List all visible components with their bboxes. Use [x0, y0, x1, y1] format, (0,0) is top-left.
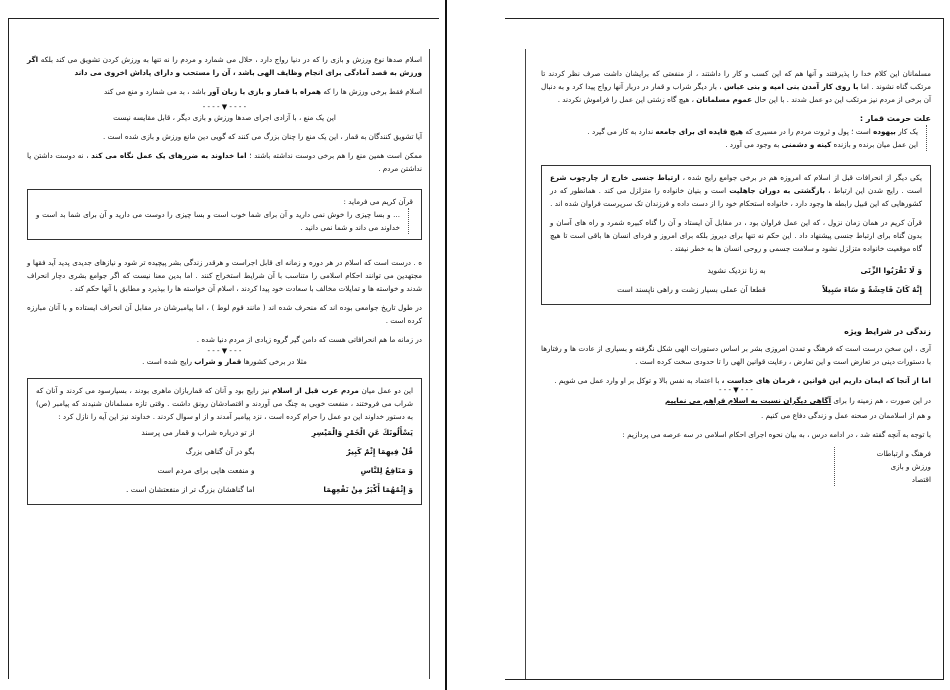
left-page-content [27, 53, 422, 511]
reason-item: یک کار بیهوده است ؛ پول و ثروت مردم را در مسیری که هیچ فایده ای برای جامعه ندارد به کار می گیرد . [587, 127, 918, 136]
list-item: اقتصاد [911, 475, 931, 484]
verse-row: قُلْ فِيهِمَا إِثْمٌ كَبِيرٌ بگو در آن گناهی بزرگ [185, 447, 413, 456]
verse-row: وَ مَنَافِعُ لِلنَّاسِ و منفعت هایی برای مردم است [157, 466, 413, 475]
down-arrow-icon: - - - - ▼ - - - - [202, 103, 247, 111]
box-heading: قرآن کریم می فرماید : [343, 197, 413, 206]
section-title: علت حرمت قمار : [859, 114, 931, 123]
list-item: فرهنگ و ارتباطات [876, 449, 931, 458]
topic-list [834, 447, 931, 486]
margin-line [525, 49, 526, 680]
relationship-box [541, 165, 931, 305]
left-page [8, 18, 439, 679]
quran-box [27, 189, 422, 240]
paragraph: ه . درست است که اسلام در هر دوره و زمانه ای قابل اجراست و هرقدر زندگی بشر پیچیده تر شود و نیازهای جدیدی پدید آید فقها و مجتهدین می توانند احکام اسلامی را متناسب با آن شرایط استخراج کنند . اما بدین معنا نیست که اگر جوامع بشری دچار انحراف شدند و خواسته ها و تمایلات مخالف با سعادت خود پیدا کردند ، اسلام آن خواسته ها را بپذیرد و مطابق با آنها حکم کند . [27, 258, 422, 293]
verse-table [550, 261, 922, 299]
verse-row: إِنَّهُ كَانَ فَاحِشَةً وَ سَاءَ سَبِيلاً قطعا آن عملی بسیار زشت و راهی ناپسند است [617, 285, 922, 294]
verse-row: يَسْأَلُونَكَ عَنِ الْخَمْرِ وَالْمَيْسِرِ از تو درباره شراب و قمار می پرسند [141, 428, 413, 437]
reason-list [541, 125, 927, 151]
paragraph: ممکن است همین منع را هم برخی دوست نداشته باشند ؛ اما خداوند به ضررهای یک عمل نگاه می کند ، نه دوست داشتن یا نداشتن مردم . [27, 151, 422, 173]
verse-row: وَ إِثْمُهُمَا أَكْبَرُ مِنْ نَفْعِهِمَا اما گناهشان بزرگ تر از منفعتشان است . [125, 485, 413, 494]
paragraph: یکی دیگر از انحرافات قبل از اسلام که امروزه هم در برخی جوامع رایج شده ، ارتباط جنسی خارج از چارچوب شرع است . رایج شدن این ارتباط ، بازگشتی به دوران جاهلیت است و بنیان خانواده را متزلزل می کند . همانطور که در کشورهایی که این قبیل رابطه ها وجود دارد ، خانواده استحکام خود را از دست داده و فرزندان تک سرپرست فراوان شده اند . [550, 173, 923, 208]
paragraph: مسلمانان این کلام خدا را پذیرفتند و آنها هم که این کسب و کار را داشتند ، از منفعتی که برایشان داشت صرف نظر کردند تا مرتکب گناه نشوند . اما با روی کار آمدن بنی امیه و بنی عباس ، بار دیگر شراب و قمار در دربار آنها رواج پیدا کرد و به دنبال آن برخی از مردم نیز مرتکب این دو عمل شدند . با این حال عموم مسلمانان ، هیچ گاه زشتی این عمل را فراموش نکردند . [541, 69, 932, 104]
verse-table [36, 423, 413, 499]
paragraph: در این صورت ، هم زمینه را برای آگاهی دیگران نسبت به اسلام فراهم می نماییم [664, 396, 931, 405]
paragraph: و هم از اسلاممان در صحنه عمل و زندگی دفاع می کنیم . [761, 411, 931, 420]
right-page [505, 18, 944, 680]
right-page-content [541, 67, 931, 486]
section-title: زندگی در شرایط ویژه [844, 327, 931, 336]
margin-line [429, 49, 430, 679]
down-arrow-icon: - - - ▼ - - - [207, 347, 242, 355]
box-intro: این دو عمل میان مردم عرب قبل از اسلام نیز رایج بود و آنان که قماربازان ماهری بودند ، بسیارسود می کردند و آنان که شراب می فروختند ، منفعت خوبی به چنگ می آوردند و اقتصادشان رونق داشت . وقتی تازه مسلمانان شنیدند که پیامبر (ص) به دستور خداوند این دو عمل را حرام کرده است ، نزد پیامبر آمدند و از او سوال کردند . خداوند نیز این آیه را نازل کرد : [36, 386, 413, 421]
paragraph: آری ، این سخن درست است که فرهنگ و تمدن امروزی بشر بر اساس دستورات الهی شکل نگرفته و بسیاری از عادت ها و رفتارها با دستورات دینی در تعارض است و این تعارض ، رعایت قوانین الهی را تا حدودی سخت کرده است . [541, 344, 931, 366]
down-arrow-icon: - - - ▼ - - - [719, 386, 753, 394]
paragraph: اسلام فقط برخی ورزش ها را که همراه با قمار و بازی با زبان آور باشد ، بد می شمارد و منع می کند [103, 87, 422, 96]
paragraph: مثلا در برخی کشورها قمار و شراب رایج شده است . [142, 357, 307, 366]
page-divider [445, 0, 447, 690]
verse-row: وَ لَا تَقْرَبُوا الزِّنَى به زنا نزدیک نشوید [707, 266, 922, 275]
paragraph: این یک منع ، با آزادی اجرای صدها ورزش و بازی دیگر ، قابل مقایسه نیست [113, 113, 336, 122]
paragraph: اسلام صدها نوع ورزش و بازی را که در دنیا رواج دارد ، حلال می شمارد و مردم را نه تنها به ورزش کردن تشویق می کند بلکه اگر ورزش به قصد آمادگی برای انجام وظایف الهی باشد ، آن را مستحب و دارای پاداش اخروی می داند [27, 55, 422, 77]
paragraph: با توجه به آنچه گفته شد ، در ادامه درس ، به بیان نحوه اجرای احکام اسلامی در سه عرصه می پردازیم : [622, 430, 931, 439]
paragraph: در زمانه ما هم انحرافاتی هست که دامن گیر گروه زیادی از مردم دنیا شده . [196, 335, 422, 344]
paragraph: قرآن کریم در همان زمان نزول ، که این عمل فراوان بود ، در مقابل آن ایستاد و آن را گناه کبیره شمرد و راه های آسان و بدون گناه برای ارتباط جنسی پیشنهاد داد . این حکم نه تنها برای دیروز بلکه برای امروز و فردای انسان ها باقی است تا هیچ گاه موقعیت خانواده متزلزل نشود و سلامت جسمی و روحی انسان ها به خطر نیفتد . [550, 218, 922, 253]
verses-box [27, 378, 422, 505]
reason-item: این عمل میان برنده و بازنده کینه و دشمنی به وجود می آورد . [725, 140, 918, 149]
paragraph: آیا تشویق کنندگان به قمار ، این یک منع را چنان بزرگ می کنند که گویی دین مانع ورزش و بازی شده است . [102, 132, 422, 141]
paragraph: در طول تاریخ جوامعی بوده اند که منحرف شده اند ( مانند قوم لوط ) ، اما پیامبرشان در مقابل آن انحراف ایستاده و با آنان مبارزه کرده است . [27, 303, 422, 325]
paragraph: اما از آنجا که ایمان داریم این قوانین ، فرمان های خداست ، با اعتماد به نفس بالا و توکل بر او وارد عمل می شویم . [554, 376, 931, 385]
list-item: ورزش و بازی [890, 462, 931, 471]
box-text: ... و بسا چیزی را خوش نمی دارید و آن برای شما خوب است و بسا چیزی را دوست می دارید و آن برای شما بد است و خداوند می داند و شما نمی دانید . [36, 208, 409, 234]
